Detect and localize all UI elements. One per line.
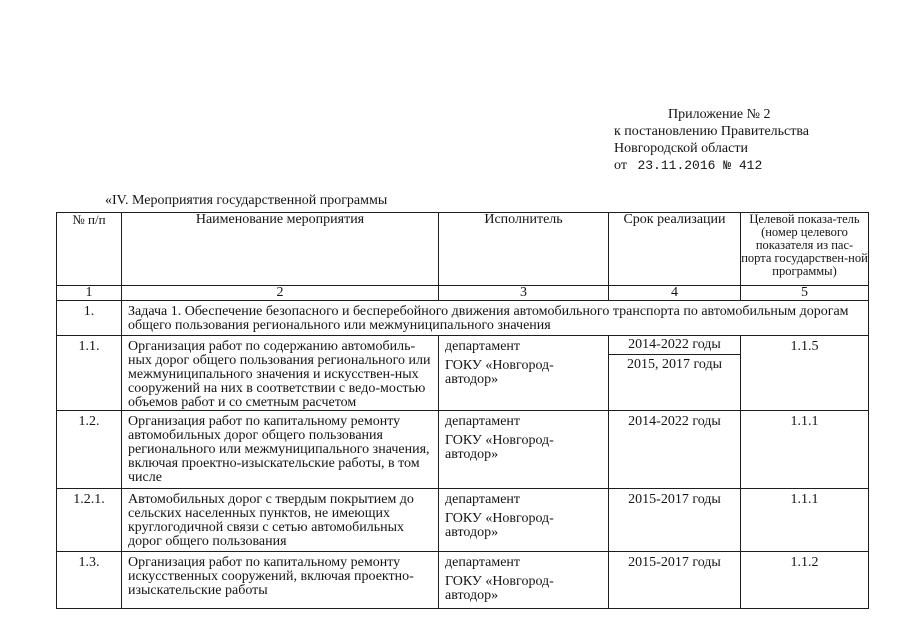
executor-goku: ГОКУ «Новгород-автодор»	[445, 358, 554, 387]
appendix-title: Приложение № 2	[668, 107, 771, 122]
col-number: 4	[609, 286, 741, 301]
column-numbers-row	[57, 286, 869, 301]
row-target-code: 1.1.1	[741, 489, 869, 552]
row-name: Организация работ по капитальному ремонту автомобильных дорог общего пользования регионального или межмуниципального значения, включая проектно-изыскательские работы, в том числе	[122, 411, 439, 489]
section-title: «IV. Мероприятия государственной программы	[105, 193, 388, 208]
task-num: 1.	[57, 301, 122, 336]
appendix-date	[614, 157, 809, 174]
row-target-code: 1.1.1	[741, 411, 869, 489]
row-term: 2014-2022 годы	[609, 411, 741, 489]
header-num: № п/п	[57, 213, 122, 286]
row-name: Автомобильных дорог с твердым покрытием до сельских населенных пунктов, не имеющих круглогодичной связи с сетью автомобильных дорог общего пользования	[122, 489, 439, 552]
executor-dept: департамент	[445, 339, 521, 354]
table-row	[57, 411, 869, 489]
row-target-code: 1.1.5	[741, 336, 869, 411]
row-num: 1.1.	[57, 336, 122, 411]
col-number: 1	[57, 286, 122, 301]
row-num: 1.2.	[57, 411, 122, 489]
row-term: 2015-2017 годы	[609, 489, 741, 552]
row-num: 1.3.	[57, 552, 122, 609]
row-num: 1.2.1.	[57, 489, 122, 552]
header-executor: Исполнитель	[439, 213, 609, 286]
header-row	[57, 213, 869, 286]
table-row	[57, 489, 869, 552]
row-name: Организация работ по содержанию автомобиль-ных дорог общего пользования регионального или межмуниципального значения и искусствен-ных сооружений на них в соответствии с ведо-мостью объемов работ и со сметным расчетом	[122, 336, 439, 411]
row-executor	[439, 552, 609, 609]
row-executor	[439, 489, 609, 552]
header-term: Срок реализации	[609, 213, 741, 286]
term-2: 2015, 2017 годы	[626, 357, 723, 372]
row-name: Организация работ по капитальному ремонту искусственных сооружений, включая проектно-изыскательские работы	[122, 552, 439, 609]
col-number: 5	[741, 286, 869, 301]
header-name: Наименование мероприятия	[122, 213, 439, 286]
date-prefix: от	[614, 158, 627, 173]
appendix-line2: Новгородской области	[614, 141, 748, 156]
executor-dept: департамент	[445, 555, 521, 570]
task-text: Задача 1. Обеспечение безопасного и бесперебойного движения автомобильного транспорта по автомобильным дорогам общего пользования регионального или межмуниципального значения	[122, 301, 869, 336]
appendix-block	[614, 106, 809, 174]
row-term: 2015-2017 годы	[609, 552, 741, 609]
row-target-code: 1.1.2	[741, 552, 869, 609]
executor-dept: департамент	[445, 414, 521, 429]
executor-dept: департамент	[445, 492, 521, 507]
table-row	[57, 552, 869, 609]
task-row	[57, 301, 869, 336]
executor-goku: ГОКУ «Новгород-автодор»	[445, 574, 554, 603]
header-target: Целевой показа-тель (номер целевого показателя из пас-порта государствен-ной программы)	[741, 213, 869, 286]
row-executor	[439, 336, 609, 411]
appendix-line1: к постановлению Правительства	[614, 124, 810, 139]
measures-table	[56, 212, 869, 609]
col-number: 3	[439, 286, 609, 301]
col-number: 2	[122, 286, 439, 301]
term-1: 2014-2022 годы	[609, 336, 740, 355]
date-value: 23.11.2016 № 412	[637, 158, 763, 173]
row-term	[609, 336, 741, 411]
executor-goku: ГОКУ «Новгород-автодор»	[445, 511, 554, 540]
row-executor	[439, 411, 609, 489]
executor-goku: ГОКУ «Новгород-автодор»	[445, 433, 554, 462]
table-row	[57, 336, 869, 411]
